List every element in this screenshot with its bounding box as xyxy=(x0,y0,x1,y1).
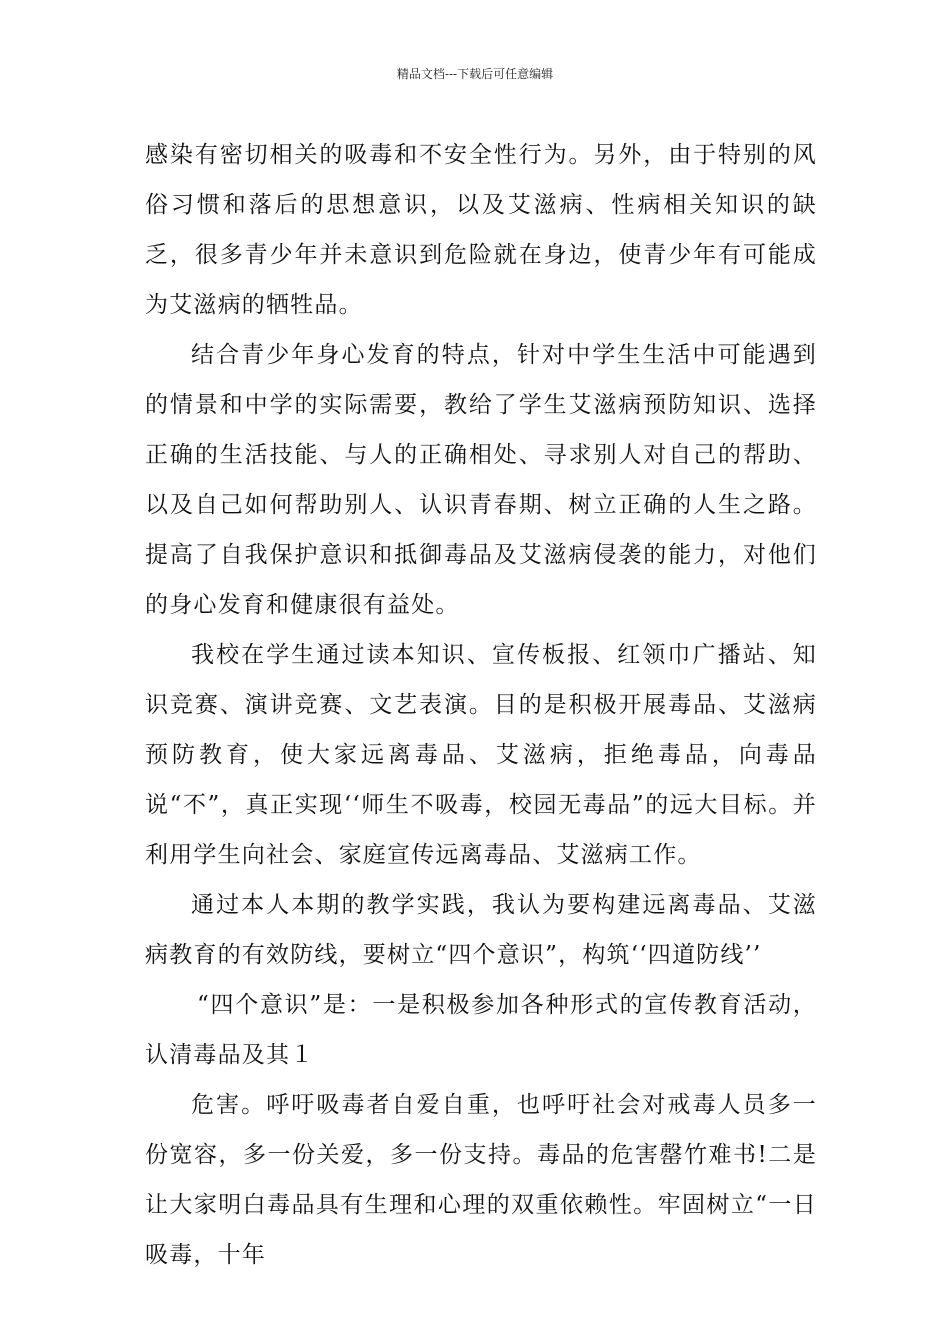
page-header: 精品文档---下载后可任意编辑 xyxy=(396,67,554,81)
paragraph-3: 我校在学生通过读本知识、宣传板报、红领巾广播站、知识竞赛、演讲竞赛、文艺表演。目的是积极开展毒品、艾滋病预防教育，使大家远离毒品、艾滋病，拒绝毒品，向毒品说“不”，真正实现‘‘师生不吸毒，校园无毒品”的远大目标。并利用学生向社会、家庭宣传远离毒品、艾滋病工作。 xyxy=(145,642,817,868)
paragraph-2: 结合青少年身心发育的特点，针对中学生生活中可能遇到的情景和中学的实际需要，教给了学生艾滋病预防知识、选择正确的生活技能、与人的正确相处、寻求别人对自己的帮助、以及自己如何帮助别人、认识青春期、树立正确的人生之路。提高了自我保护意识和抵御毒品及艾滋病侵袭的能力，对他们的身心发育和健康很有益处。 xyxy=(145,342,817,618)
paragraph-5: “四个意识”是：一是积极参加各种形式的宣传教育活动，认清毒品及其１ xyxy=(145,992,817,1068)
paragraph-6: 危害。呼吁吸毒者自爱自重，也呼吁社会对戒毒人员多一份宽容，多一份关爱，多一份支持。毒品的危害罄竹难书!二是让大家明白毒品具有生理和心理的双重依赖性。牢固树立“一日吸毒，十年 xyxy=(145,1092,817,1268)
document-body xyxy=(145,130,817,1280)
paragraph-1: 感染有密切相关的吸毒和不安全性行为。另外，由于特别的风俗习惯和落后的思想意识，以及艾滋病、性病相关知识的缺乏，很多青少年并未意识到危险就在身边，使青少年有可能成为艾滋病的牺牲品。 xyxy=(145,142,817,318)
paragraph-4: 通过本人本期的教学实践，我认为要构建远离毒品、艾滋病教育的有效防线，要树立“四个意识”，构筑‘‘四道防线’’ xyxy=(145,892,817,968)
